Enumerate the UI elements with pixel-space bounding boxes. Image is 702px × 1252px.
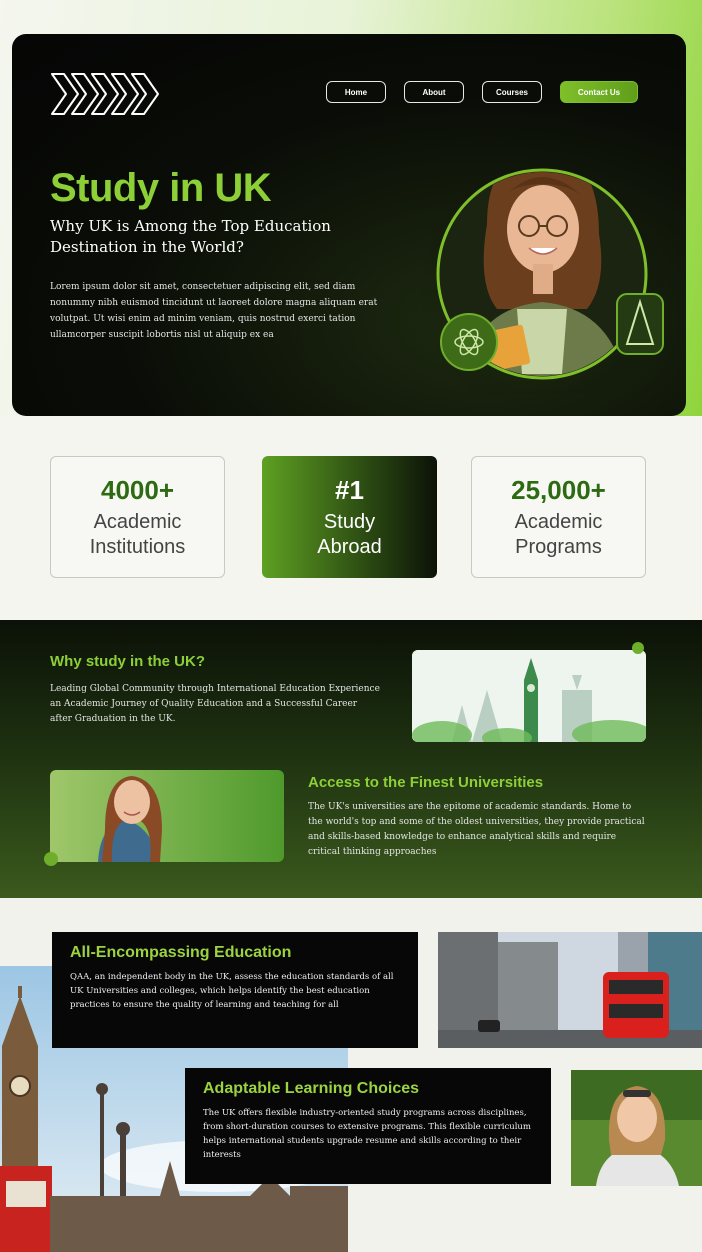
hero-subtitle: Why UK is Among the Top Education Destination in the World? [50, 217, 331, 256]
decorative-dot [44, 852, 58, 866]
why-study-section [0, 620, 702, 898]
features-section [0, 898, 702, 1252]
stat-number: #1 [335, 474, 364, 505]
top-nav [326, 81, 638, 103]
stats-section [0, 416, 702, 620]
stat-label-line1: Study [323, 510, 376, 533]
feature-card-body: QAA, an independent body in the UK, assess the education standards of all UK Universities and colleges, which helps identify the best education practices to ensure the quality of learning and teaching for all [70, 972, 394, 1010]
student-photo [50, 770, 284, 862]
stat-label-line2: Abroad [317, 535, 382, 558]
london-street-bus-image [438, 932, 702, 1048]
stat-card-institutions [50, 456, 225, 578]
hero-title: Study in UK [50, 166, 272, 210]
student-sunglasses-image [571, 1070, 702, 1186]
why-study-body: Leading Global Community through International Education Experience an Academic Journey of Quality Education and a Successful Career after Graduation in the UK. [50, 684, 380, 724]
nav-home-button[interactable]: Home [326, 81, 386, 103]
access-universities-body: The UK's universities are the epitome of academic standards. Home to the world's top and some of the oldest universities, they provide practical and skills-based knowledge to enhance analytical skills and require critical thinking approaches [308, 802, 645, 857]
stat-label-line1: Academic [93, 510, 182, 533]
feature-card-body: The UK offers flexible industry-oriented study programs across disciplines, from short-duration courses to extensive programs. This flexible curriculum helps international students upgrade resume and skills according to their interests [203, 1108, 531, 1160]
nav-courses-button[interactable]: Courses [482, 81, 542, 103]
decorative-dot [632, 642, 644, 654]
stat-label-line2: Institutions [89, 535, 186, 558]
nav-contact-button[interactable]: Contact Us [560, 81, 638, 103]
nav-about-button[interactable]: About [404, 81, 464, 103]
student-portrait-icon [417, 134, 667, 394]
hero-body-text: Lorem ipsum dolor sit amet, consectetuer adipiscing elit, sed diam nonummy nibh euismod tincidunt ut laoreet dolore magna aliquam erat volutpat. Ut wisi enim ad minim veniam, quis nostrud exerci tation ullamcorper suscipit lobortis nisl ut aliquip ex ea [50, 282, 378, 340]
feature-card-education [52, 932, 418, 1048]
why-study-title: Why study in the UK? [50, 653, 205, 670]
stat-card-programs [471, 456, 646, 578]
feature-card-learning [185, 1068, 551, 1184]
chevrons-logo-icon[interactable] [50, 72, 160, 116]
feature-card-title: Adaptable Learning Choices [203, 1080, 420, 1097]
london-skyline-image [412, 650, 646, 742]
stat-label-line2: Programs [515, 535, 602, 558]
hero-section [12, 34, 686, 416]
stat-number: 4000+ [100, 474, 175, 505]
access-universities-title: Access to the Finest Universities [308, 774, 544, 791]
stat-card-study-abroad [262, 456, 437, 578]
stat-label-line1: Academic [514, 510, 603, 533]
stat-number: 25,000+ [511, 474, 606, 505]
feature-card-title: All-Encompassing Education [70, 944, 292, 961]
